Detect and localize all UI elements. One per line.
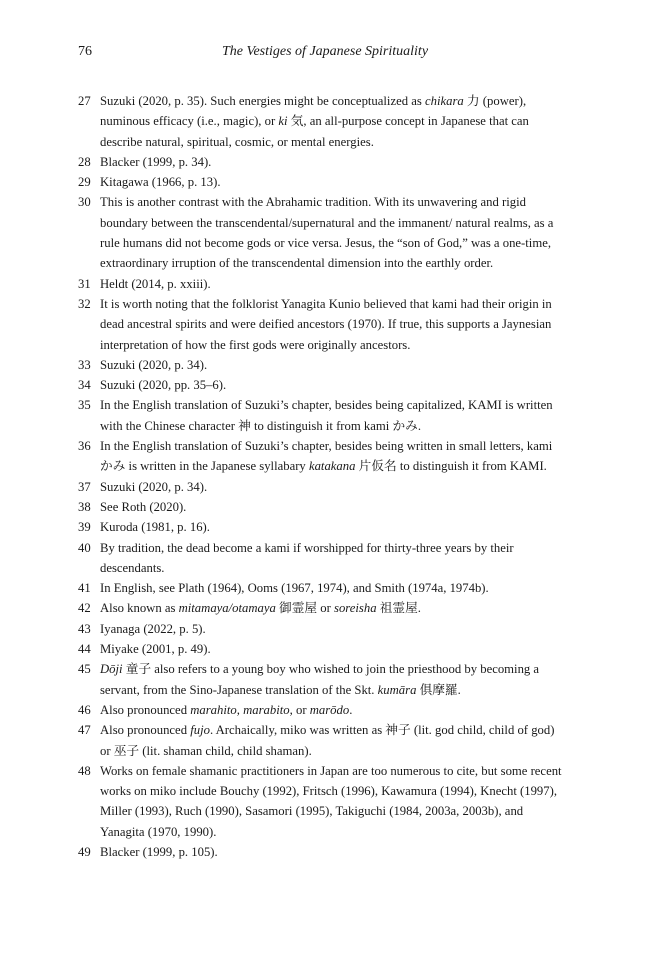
endnote-text <box>100 152 568 172</box>
endnote <box>78 497 568 517</box>
endnote-text <box>100 517 568 537</box>
endnote <box>78 91 568 152</box>
italic-term: katakana <box>308 459 356 474</box>
endnote-text <box>100 91 568 152</box>
endnote-text <box>100 659 568 700</box>
text-run: Suzuki (2020, pp. 35–6). <box>100 378 227 393</box>
endnote-number: 38 <box>78 499 91 514</box>
italic-term: marahito, marabito, <box>190 702 293 717</box>
italic-term: fujo <box>190 723 210 738</box>
text-run: Also pronounced <box>100 723 191 738</box>
endnote-text <box>100 639 568 659</box>
endnote <box>78 152 568 172</box>
endnote-text <box>100 375 568 395</box>
endnote <box>78 578 568 598</box>
endnote <box>78 172 568 192</box>
endnote-number: 32 <box>78 296 91 311</box>
italic-term: mitamaya/otamaya <box>178 601 276 616</box>
text-run: See Roth (2020). <box>100 499 187 514</box>
endnote-text <box>100 842 568 862</box>
text-run: Works on female shamanic practitioners in Japan are too numerous to cite, but some recent works on miko include Bouchy (1992), Fritsch (1996), Kawamura (1994), Knecht (1997), Miller (1993), Ruch (1990), Sasamori (1995), Takiguchi (1984, 2003a, 2003b), and Yanagita (1970, 1990). <box>100 763 562 839</box>
running-title: The Vestiges of Japanese Spirituality <box>221 44 429 59</box>
endnote-text <box>100 700 568 720</box>
text-run: Miyake (2001, p. 49). <box>100 642 211 657</box>
endnote-text <box>100 477 568 497</box>
endnote-number: 39 <box>78 520 91 535</box>
endnote-number: 41 <box>78 581 91 596</box>
endnote-number: 40 <box>78 540 91 555</box>
text-run: Suzuki (2020, p. 34). <box>100 357 208 372</box>
text-run: . <box>349 702 353 717</box>
endnote-number: 35 <box>78 398 91 413</box>
endnote-number: 43 <box>78 621 91 636</box>
text-run: In the English translation of Suzuki’s chapter, besides being capitalized, KAMI is written with the Chinese character 神 to distinguish it from kami かみ. <box>100 398 553 433</box>
text-run: In the English translation of Suzuki’s chapter, besides being written in small letters, kami かみ is written in the Japanese syllabary <box>100 439 553 474</box>
page-header <box>78 44 572 66</box>
endnote <box>78 294 568 355</box>
endnote <box>78 436 568 477</box>
endnote <box>78 659 568 700</box>
text-run: It is worth noting that the folklorist Yanagita Kunio believed that kami had their origin in dead ancestral spirits and were deified ancestors (1970). If true, this supports a Jaynesian interpretation of how the first gods were originally ancestors. <box>100 296 552 352</box>
endnote <box>78 375 568 395</box>
endnote <box>78 395 568 436</box>
endnote-number: 29 <box>78 175 91 190</box>
text-run: Also pronounced <box>100 702 191 717</box>
endnote-text <box>100 355 568 375</box>
endnote-number: 48 <box>78 763 91 778</box>
text-run: Blacker (1999, p. 105). <box>100 844 218 859</box>
endnote-number: 27 <box>78 94 91 108</box>
endnote <box>78 477 568 497</box>
text-run: 力 (power), numinous efficacy (i.e., magic), or <box>100 94 527 129</box>
endnote-text <box>100 497 568 517</box>
endnote-number: 30 <box>78 195 91 210</box>
endnote-number: 33 <box>78 357 91 372</box>
text-run: Heldt (2014, p. xxiii). <box>100 276 211 291</box>
endnote-number: 28 <box>78 154 91 169</box>
endnote-text <box>100 720 568 761</box>
italic-term: chikara <box>424 94 464 108</box>
text-run: In English, see Plath (1964), Ooms (1967, 1974), and Smith (1974a, 1974b). <box>100 581 489 596</box>
endnote-number: 31 <box>78 276 91 291</box>
endnote-text <box>100 761 568 842</box>
endnote-number: 46 <box>78 702 91 717</box>
endnote-text <box>100 598 568 618</box>
endnote-number: 45 <box>78 662 91 677</box>
text-run: By tradition, the dead become a kami if worshipped for thirty-three years by their descendants. <box>100 540 514 575</box>
text-run: Blacker (1999, p. 34). <box>100 154 212 169</box>
italic-term: Dōji <box>100 662 123 677</box>
text-run: Iyanaga (2022, p. 5). <box>100 621 206 636</box>
text-run: . Archaically, miko was written as 神子 (lit. god child, child of god) or 巫子 (lit. shaman child, child shaman). <box>100 723 555 758</box>
italic-term: marōdo <box>309 702 350 717</box>
text-run: Kitagawa (1966, p. 13). <box>100 175 221 190</box>
text-run: 祖霊屋. <box>376 601 421 616</box>
text-run: Kuroda (1981, p. 16). <box>100 520 210 535</box>
text-run: or <box>292 702 310 717</box>
endnote-number: 37 <box>78 479 91 494</box>
endnote-number: 47 <box>78 723 91 738</box>
text-run: 気, an all-purpose concept in Japanese that can describe natural, spiritual, cosmic, or mental energies. <box>100 114 529 149</box>
text-run: 片仮名 to distinguish it from KAMI. <box>355 459 547 474</box>
text-run: Suzuki (2020, p. 35). Such energies might be conceptualized as <box>100 94 425 108</box>
endnote <box>78 598 568 618</box>
endnote <box>78 700 568 720</box>
text-run: This is another contrast with the Abrahamic tradition. With its unwavering and rigid boundary between the transcendental/supernatural and the immanent/ natural realms, as a rule humans did not become gods or vice versa. Jesus, the “son of God,” was a one-time, extraordinary irruption of the transcendental dimension into the earthly order. <box>100 195 554 271</box>
endnote-number: 44 <box>78 642 91 657</box>
italic-term: ki <box>278 114 288 129</box>
endnote-number: 34 <box>78 378 91 393</box>
endnote-text <box>100 294 568 355</box>
endnote-number: 36 <box>78 439 91 454</box>
endnote-text <box>100 395 568 436</box>
endnote-text <box>100 172 568 192</box>
endnote <box>78 639 568 659</box>
endnote <box>78 619 568 639</box>
endnote-text <box>100 274 568 294</box>
endnotes-list <box>78 91 568 862</box>
endnote <box>78 274 568 294</box>
endnote-text <box>100 538 568 579</box>
text-run: 俱摩羅. <box>416 682 461 697</box>
text-run: Suzuki (2020, p. 34). <box>100 479 208 494</box>
endnote-text <box>100 578 568 598</box>
endnote <box>78 192 568 273</box>
text-run: Also known as <box>100 601 179 616</box>
endnote <box>78 761 568 842</box>
endnote-text <box>100 436 568 477</box>
endnote-text <box>100 619 568 639</box>
page-number: 76 <box>78 44 92 59</box>
text-run: 御霊屋 or <box>275 601 335 616</box>
italic-term: soreisha <box>334 601 377 616</box>
endnote-text <box>100 192 568 273</box>
italic-term: kumāra <box>377 682 417 697</box>
endnote <box>78 538 568 579</box>
endnote <box>78 720 568 761</box>
text-run: 童子 also refers to a young boy who wished to join the priesthood by becoming a servant, from the Sino-Japanese translation of the Skt. <box>100 662 540 697</box>
endnote <box>78 842 568 862</box>
endnote <box>78 517 568 537</box>
endnote-number: 42 <box>78 601 91 616</box>
endnote-number: 49 <box>78 844 91 859</box>
endnote <box>78 355 568 375</box>
